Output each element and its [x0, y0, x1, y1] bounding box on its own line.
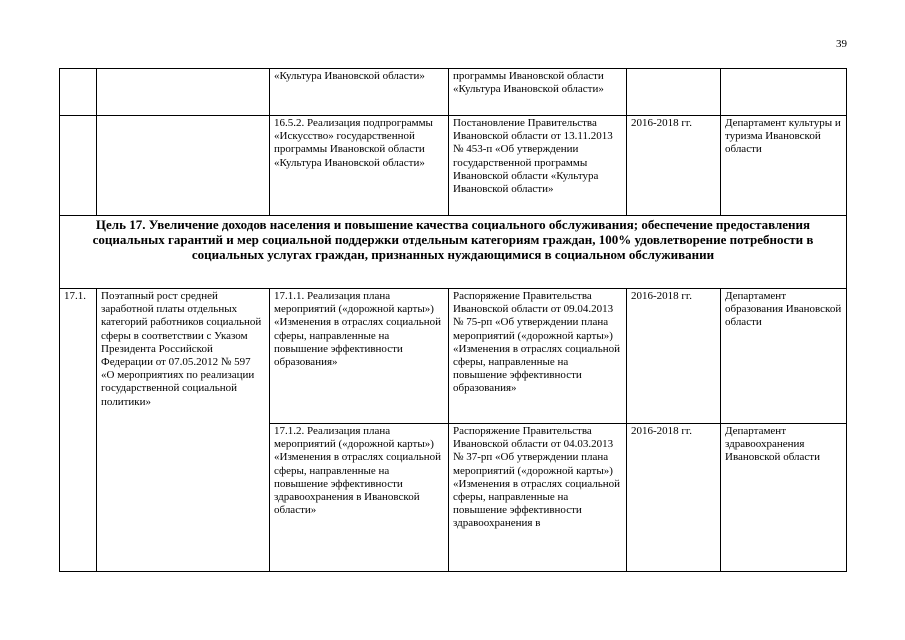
table-row [60, 289, 847, 424]
event-cell [270, 289, 449, 424]
event-text: 17.1.1. Реализация плана мероприятий («дорожной карты») «Изменения в отраслях социальной сферы, направленные на повышение эффективности образования» [274, 290, 442, 369]
executor-text: Департамент образования Ивановской области [725, 290, 842, 329]
period-text: 2016-2018 гг. [631, 425, 692, 437]
period-cell [627, 69, 721, 116]
goal-heading: Цель 17. Увеличение доходов населения и повышение качества социального обслуживания; обеспечение предоставления социальных гарантий и мер социальной поддержки отдельным категориям граждан, 100% удовлетворение потребности в социальных услугах граждан, признанных нуждающимися в социальном обслуживании [60, 216, 847, 289]
number-cell: 17.1. [60, 289, 97, 572]
task-cell [97, 116, 270, 216]
task-text: Поэтапный рост средней заработной платы отдельных категорий работников социальной сферы в соответствии с Указом Президента Российской Федерации от 07.05.2012 № 597 «О мероприятиях по реализации государственной социальной политики» [101, 290, 262, 408]
document-text: Постановление Правительства Ивановской области от 13.11.2013 № 453-п «Об утверждении государственной программы Ивановской области «Культура Ивановской области» [453, 117, 613, 196]
document-cell [449, 69, 627, 116]
goal-row [60, 216, 847, 289]
period-text: 2016-2018 гг. [631, 117, 692, 129]
document-text: Распоряжение Правительства Ивановской области от 04.03.2013 № 37-рп «Об утверждении плана мероприятий («дорожной карты») «Изменения в отраслях социальной сферы, направленные на повышение эффективности здравоохранения в [453, 425, 621, 530]
executor-text: Департамент здравоохранения Ивановской области [725, 425, 820, 464]
document-cell [449, 424, 627, 572]
event-cell [270, 69, 449, 116]
number-cell [60, 69, 97, 116]
task-cell [97, 69, 270, 116]
document-cell [449, 116, 627, 216]
period-cell [627, 424, 721, 572]
event-text: «Культура Ивановской области» [274, 70, 425, 82]
event-text: 17.1.2. Реализация плана мероприятий («дорожной карты») «Изменения в отраслях социальной сферы, направленные на повышение эффективности здравоохранения в Ивановской области» [274, 425, 442, 517]
number-cell [60, 116, 97, 216]
document-text: Распоряжение Правительства Ивановской области от 09.04.2013 № 75-рп «Об утверждении плана мероприятий («дорожной карты») «Изменения в отраслях социальной сферы, направленные на повышение эффективности образования» [453, 290, 621, 395]
document-text: программы Ивановской области «Культура Ивановской области» [453, 70, 604, 96]
table-row [60, 69, 847, 116]
page-number: 39 [836, 38, 847, 50]
executor-cell [721, 424, 847, 572]
table-row [60, 116, 847, 216]
task-cell [97, 289, 270, 572]
event-cell [270, 116, 449, 216]
executor-cell [721, 69, 847, 116]
period-cell [627, 116, 721, 216]
measures-table [59, 68, 847, 572]
executor-text: Департамент культуры и туризма Ивановской области [725, 117, 841, 156]
event-cell [270, 424, 449, 572]
period-text: 2016-2018 гг. [631, 290, 692, 302]
period-cell [627, 289, 721, 424]
executor-cell [721, 289, 847, 424]
event-text: 16.5.2. Реализация подпрограммы «Искусство» государственной программы Ивановской области «Культура Ивановской области» [274, 117, 433, 169]
document-cell [449, 289, 627, 424]
executor-cell [721, 116, 847, 216]
